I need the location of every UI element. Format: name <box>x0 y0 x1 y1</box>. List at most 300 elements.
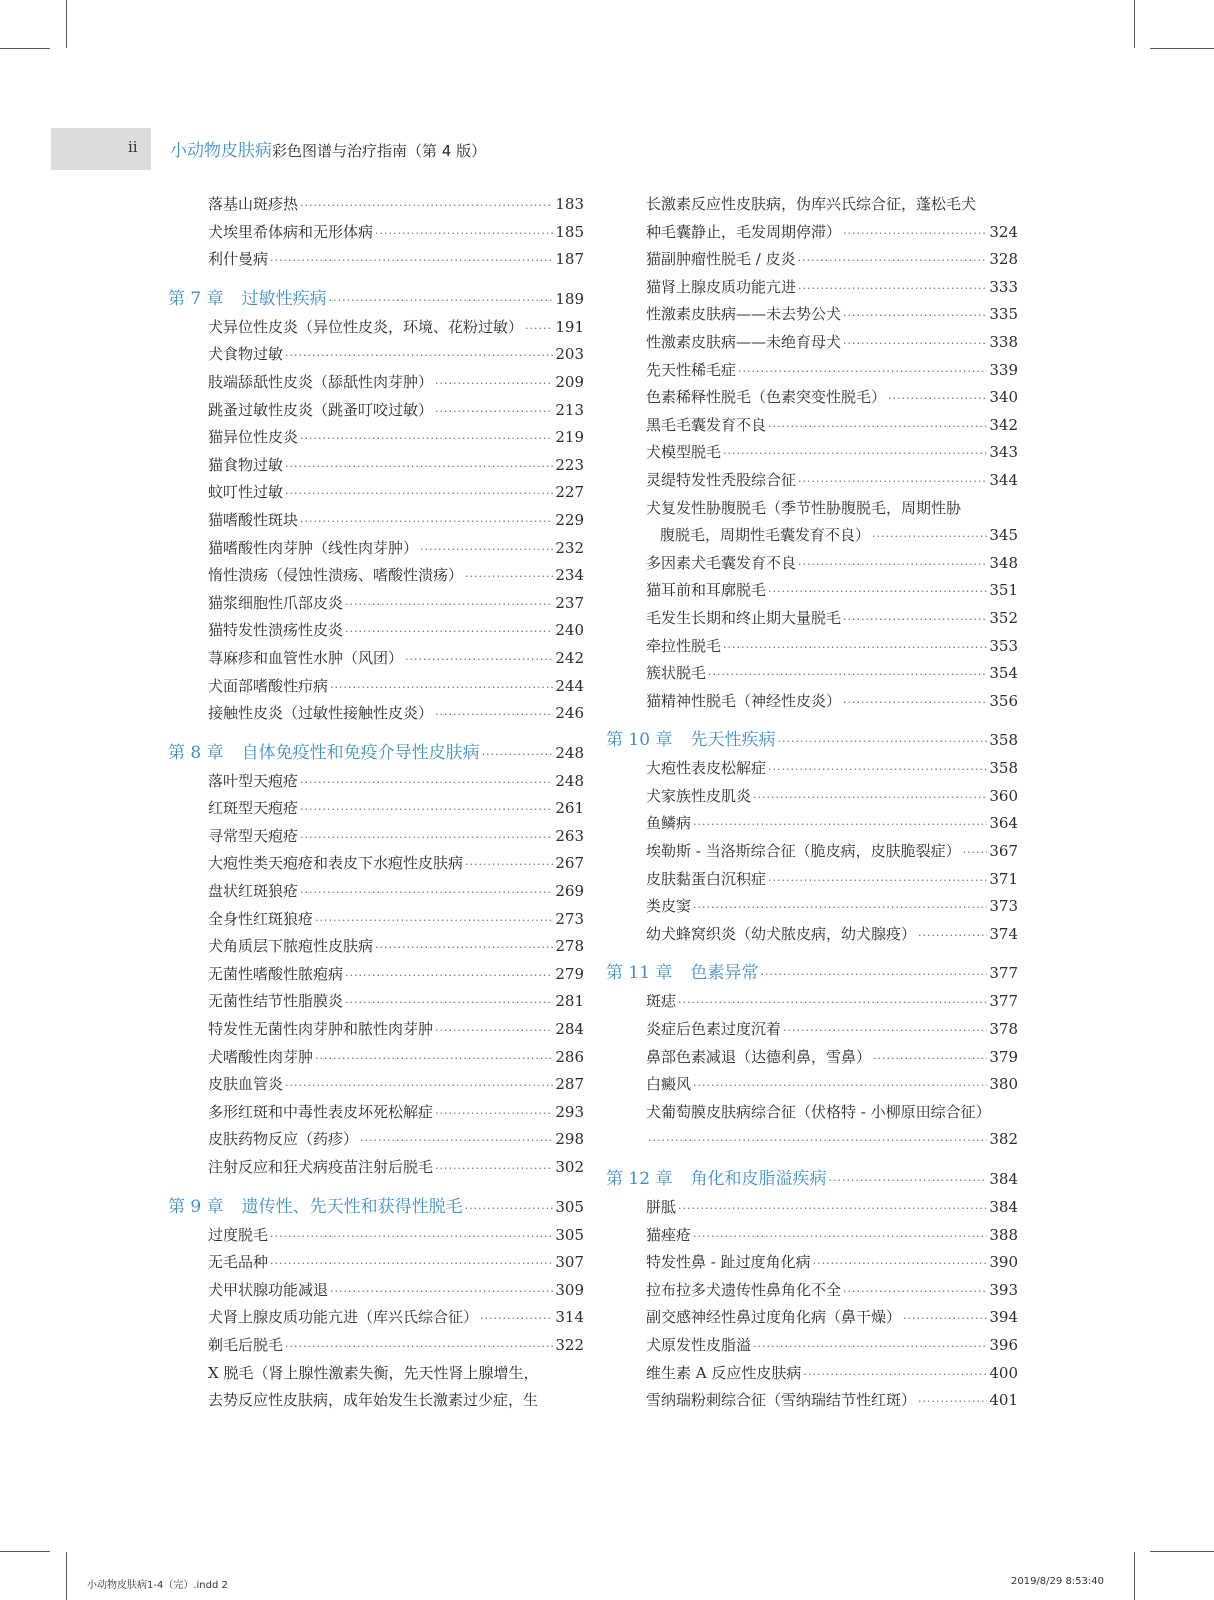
entry-title: 犬家族性皮肌炎 <box>646 786 752 805</box>
toc-entry <box>168 961 584 989</box>
footer-timestamp: 2019/8/29 8:53:40 <box>1010 1576 1104 1587</box>
toc-entry <box>606 1360 1018 1388</box>
dot-leader <box>465 563 553 591</box>
chapter-page: 189 <box>555 289 584 308</box>
dot-leader <box>753 784 987 812</box>
entry-page: 269 <box>555 882 584 901</box>
dot-leader <box>798 468 987 496</box>
chapter-page: 248 <box>555 743 584 762</box>
toc-entry <box>168 1277 584 1305</box>
dot-leader <box>843 220 987 248</box>
toc-entry <box>606 988 1018 1016</box>
toc-entry <box>606 577 1018 605</box>
chapter-page: 384 <box>989 1170 1018 1188</box>
toc-entry-line <box>606 1099 1018 1127</box>
entry-title: 犬食物过敏 <box>208 345 284 364</box>
toc-entry <box>606 866 1018 894</box>
entry-title: 性激素皮肤病——未去势公犬 <box>646 305 842 324</box>
chapter-number: 第 12 章 <box>606 1169 673 1189</box>
toc-entry <box>168 1044 584 1072</box>
entry-title: 胼胝 <box>646 1198 677 1216</box>
entry-title: 过度脱毛 <box>208 1225 269 1244</box>
entry-page: 360 <box>989 786 1018 805</box>
chapter-number: 第 11 章 <box>606 963 673 984</box>
entry-title: 毛发生长期和终止期大量脱毛 <box>646 608 842 627</box>
entry-page: 394 <box>989 1308 1018 1327</box>
entry-title: 牵拉性脱毛 <box>646 636 722 655</box>
page-number: ii <box>128 138 138 156</box>
entry-title: 猫食物过敏 <box>208 455 284 474</box>
entry-title: 红斑型天疱疮 <box>208 799 299 818</box>
toc-entry <box>606 1222 1018 1250</box>
toc-entry <box>606 274 1018 302</box>
entry-title: 皮肤黏蛋白沉积症 <box>646 869 767 888</box>
dot-leader <box>693 811 987 839</box>
toc-entry <box>606 660 1018 688</box>
entry-title: 埃勒斯 - 当洛斯综合征（脆皮病，皮肤脆裂症） <box>646 842 961 861</box>
toc-entry <box>606 688 1018 716</box>
entry-title: 雪纳瑞粉刺综合征（雪纳瑞结节性红斑） <box>646 1391 917 1410</box>
toc-entry <box>168 1126 584 1154</box>
entry-page: 183 <box>555 195 584 213</box>
crop-mark <box>66 1552 67 1600</box>
chapter-page: 358 <box>989 731 1018 750</box>
entry-title: 猫浆细胞性爪部皮炎 <box>208 593 344 612</box>
toc-entry <box>606 755 1018 783</box>
dot-leader <box>435 1155 553 1183</box>
entry-title: 皮肤血管炎 <box>208 1075 284 1094</box>
entry-page: 345 <box>989 526 1018 545</box>
dot-leader <box>693 894 987 922</box>
entry-page: 393 <box>989 1280 1018 1299</box>
entry-page: 261 <box>555 799 584 818</box>
entry-title: 簇状脱毛 <box>646 664 707 683</box>
entry-title: 寻常型天疱疮 <box>208 826 299 845</box>
toc-entry <box>168 673 584 701</box>
footer-file-name: 小动物皮肤病1-4（完）.indd 2 <box>87 1580 228 1591</box>
toc-entry <box>606 550 1018 578</box>
entry-page: 278 <box>555 937 584 956</box>
entry-title: 猫痤疮 <box>646 1225 692 1244</box>
entry-title: 无菌性结节性脂膜炎 <box>208 992 344 1011</box>
entry-title: 犬肾上腺皮质功能亢进（库兴氏综合征） <box>208 1308 479 1327</box>
toc-entry-line <box>606 495 1018 523</box>
chapter-title: 角化和皮脂溢疾病 <box>690 1169 827 1189</box>
entry-title: 剃毛后脱毛 <box>208 1335 284 1354</box>
toc-entry <box>606 1071 1018 1099</box>
entry-page: 246 <box>555 704 584 723</box>
entry-page: 213 <box>555 400 584 419</box>
dot-leader <box>345 591 553 619</box>
toc-entry <box>606 412 1018 440</box>
dot-leader <box>435 398 553 426</box>
toc-entry <box>606 1277 1018 1305</box>
toc-entry <box>168 906 584 934</box>
dot-leader <box>345 989 553 1017</box>
entry-title: 鱼鳞病 <box>646 814 692 833</box>
chapter-page: 305 <box>555 1197 584 1216</box>
entry-title: 猫精神性脱毛（神经性皮炎） <box>646 691 842 710</box>
toc-entry <box>606 467 1018 495</box>
entry-title: 犬葡萄膜皮肤病综合征（伏格特 - 小柳原田综合征） <box>646 1102 991 1121</box>
dot-leader <box>375 220 553 248</box>
dot-leader <box>760 960 987 990</box>
entry-title: 长激素反应性皮肤病，伪库兴氏综合征，蓬松毛犬 <box>646 195 977 213</box>
entry-title: 犬嗜酸性肉芽肿 <box>208 1047 314 1066</box>
dot-leader <box>828 1166 987 1196</box>
toc-entry <box>168 369 584 397</box>
toc-entry <box>168 988 584 1016</box>
entry-page: 219 <box>555 428 584 447</box>
dot-leader <box>300 824 553 852</box>
toc-entry <box>606 810 1018 838</box>
toc-entry <box>168 1099 584 1127</box>
entry-page: 338 <box>989 332 1018 351</box>
entry-page: 187 <box>555 250 584 269</box>
dot-leader <box>482 740 554 770</box>
entry-page: 354 <box>989 664 1018 683</box>
entry-title: X 脱毛（肾上腺性激素失衡，先天性肾上腺增生， <box>208 1363 539 1382</box>
chapter-number: 第 9 章 <box>168 1196 224 1217</box>
toc-entry <box>606 1194 1018 1222</box>
toc-entry <box>168 191 584 219</box>
entry-title: 种毛囊静止，毛发周期停滞） <box>646 222 842 241</box>
toc-entry <box>606 301 1018 329</box>
entry-page: 400 <box>989 1363 1018 1382</box>
toc-entry <box>606 1387 1018 1415</box>
dot-leader <box>873 1045 987 1073</box>
dot-leader <box>525 315 553 343</box>
entry-page: 342 <box>989 415 1018 434</box>
entry-page: 286 <box>555 1047 584 1066</box>
dot-leader <box>723 634 987 662</box>
dot-leader <box>435 1100 553 1128</box>
toc-entry <box>606 1249 1018 1277</box>
dot-leader <box>678 989 987 1017</box>
entry-page: 348 <box>989 553 1018 572</box>
entry-title: 盘状红斑狼疮 <box>208 882 299 901</box>
toc-entry <box>168 768 584 796</box>
toc-entry <box>168 700 584 728</box>
entry-title: 拉布拉多犬遗传性鼻角化不全 <box>646 1280 842 1299</box>
entry-page: 388 <box>989 1225 1018 1244</box>
entry-page: 324 <box>989 222 1018 241</box>
dot-leader <box>768 578 987 606</box>
book-title-main: 小动物皮肤病 <box>170 141 272 161</box>
entry-title: 荨麻疹和血管性水肿（风团） <box>208 648 404 667</box>
toc-chapter <box>606 725 1018 755</box>
entry-title: 犬复发性胁腹脱毛（季节性胁腹脱毛，周期性胁 <box>646 498 962 517</box>
toc-entry <box>606 357 1018 385</box>
toc-chapter <box>606 958 1018 988</box>
dot-leader <box>285 480 553 508</box>
toc-entry <box>168 219 584 247</box>
dot-leader <box>843 330 987 358</box>
dot-leader <box>285 1333 553 1361</box>
entry-page: 234 <box>555 566 584 585</box>
entry-page: 298 <box>555 1130 584 1149</box>
toc-entry <box>606 1044 1018 1072</box>
toc-chapter <box>168 738 584 768</box>
crop-mark <box>0 48 50 49</box>
entry-page: 229 <box>555 510 584 529</box>
entry-page: 240 <box>555 621 584 640</box>
toc-entry <box>606 1304 1018 1332</box>
entry-page: 364 <box>989 814 1018 833</box>
toc-entry <box>606 783 1018 811</box>
dot-leader <box>435 370 553 398</box>
dot-leader <box>843 1278 987 1306</box>
entry-title: 猫嗜酸性斑块 <box>208 510 299 529</box>
toc-entry <box>168 1222 584 1250</box>
entry-page: 307 <box>555 1253 584 1272</box>
toc-entry <box>606 838 1018 866</box>
dot-leader <box>300 879 553 907</box>
entry-title: 利什曼病 <box>208 250 269 269</box>
toc-entry <box>168 507 584 535</box>
entry-title: 皮肤药物反应（药疹） <box>208 1130 359 1149</box>
entry-page: 380 <box>989 1075 1018 1094</box>
toc-entry <box>168 1071 584 1099</box>
entry-page: 377 <box>989 992 1018 1011</box>
entry-page: 344 <box>989 470 1018 489</box>
entry-page: 322 <box>555 1335 584 1354</box>
toc-entry <box>168 424 584 452</box>
toc-entry <box>168 617 584 645</box>
dot-leader <box>693 1223 987 1251</box>
entry-page: 267 <box>555 854 584 873</box>
dot-leader <box>843 302 987 330</box>
crop-mark <box>1150 48 1214 49</box>
entry-page: 248 <box>555 771 584 790</box>
dot-leader <box>315 907 553 935</box>
entry-page: 374 <box>989 924 1018 943</box>
book-title-sub: 彩色图谱与治疗指南（第 4 版） <box>272 142 487 160</box>
entry-title: 猫特发性溃疡性皮炎 <box>208 621 344 640</box>
dot-leader <box>813 1250 988 1278</box>
toc-entry <box>606 921 1018 949</box>
toc-right-column <box>606 191 1018 1415</box>
dot-leader <box>798 247 988 275</box>
entry-page: 382 <box>989 1130 1018 1149</box>
toc-entry <box>168 933 584 961</box>
entry-page: 279 <box>555 964 584 983</box>
dot-leader <box>708 661 987 689</box>
dot-leader <box>465 851 553 879</box>
entry-page: 232 <box>555 538 584 557</box>
chapter-title: 过敏性疾病 <box>241 288 327 309</box>
toc-chapter <box>168 284 584 314</box>
entry-title: 犬角质层下脓疱性皮肤病 <box>208 937 374 956</box>
toc-entry <box>606 246 1018 274</box>
toc-chapter <box>606 1164 1018 1194</box>
toc-entry <box>168 795 584 823</box>
entry-title: 落叶型天疱疮 <box>208 771 299 790</box>
toc-entry <box>606 439 1018 467</box>
dot-leader <box>768 756 987 784</box>
crop-mark <box>66 0 67 48</box>
dot-leader <box>738 358 987 386</box>
crop-mark <box>0 1551 50 1552</box>
toc-chapter <box>168 1192 584 1222</box>
entry-page: 237 <box>555 593 584 612</box>
entry-title: 幼犬蜂窝织炎（幼犬脓皮病，幼犬腺疫） <box>646 924 917 943</box>
toc-entry <box>168 590 584 618</box>
dot-leader <box>345 962 553 990</box>
dot-leader <box>723 440 987 468</box>
entry-title: 猫副肿瘤性脱毛 / 皮炎 <box>646 250 796 269</box>
dot-leader <box>435 701 553 729</box>
entry-page: 281 <box>555 992 584 1011</box>
entry-page: 191 <box>555 317 584 336</box>
entry-page: 358 <box>989 759 1018 778</box>
entry-page: 328 <box>989 250 1018 269</box>
entry-page: 185 <box>555 222 584 241</box>
entry-page: 273 <box>555 909 584 928</box>
entry-title: 性激素皮肤病——未绝育母犬 <box>646 332 842 351</box>
entry-page: 351 <box>989 581 1018 600</box>
entry-title: 鼻部色素减退（达德利鼻，雪鼻） <box>646 1047 872 1066</box>
entry-title: 猫嗜酸性肉芽肿（线性肉芽肿） <box>208 538 419 557</box>
entry-title: 腹脱毛，周期性毛囊发育不良） <box>660 526 871 545</box>
entry-page: 356 <box>989 691 1018 710</box>
entry-title: 无毛品种 <box>208 1253 269 1272</box>
dot-leader <box>405 646 553 674</box>
entry-title: 多因素犬毛囊发育不良 <box>646 553 797 572</box>
dot-leader <box>300 769 553 797</box>
dot-leader <box>918 1388 987 1416</box>
entry-title: 猫耳前和耳廓脱毛 <box>646 581 767 600</box>
entry-title: 灵缇特发性秃股综合征 <box>646 470 797 489</box>
entry-title: 斑痣 <box>646 992 677 1011</box>
dot-leader <box>285 342 553 370</box>
toc-entry <box>168 1304 584 1332</box>
entry-page: 314 <box>555 1308 584 1327</box>
toc-entry <box>168 1016 584 1044</box>
entry-title: 注射反应和狂犬病疫苗注射后脱毛 <box>208 1158 434 1176</box>
entry-page: 378 <box>989 1020 1018 1039</box>
dot-leader <box>285 453 553 481</box>
entry-page: 339 <box>989 360 1018 379</box>
entry-title: 多形红斑和中毒性表皮坏死松解症 <box>208 1102 434 1121</box>
entry-page: 384 <box>989 1198 1018 1216</box>
entry-page: 335 <box>989 305 1018 324</box>
entry-page: 353 <box>989 636 1018 655</box>
dot-leader <box>768 867 987 895</box>
toc-entry-line <box>606 191 1018 219</box>
dot-leader <box>480 1305 553 1333</box>
entry-title: 副交感神经性鼻过度角化病（鼻干燥） <box>646 1308 902 1327</box>
dot-leader <box>300 425 553 453</box>
entry-title: 肢端舔舐性皮炎（舔舐性肉芽肿） <box>208 372 434 391</box>
toc-entry-line <box>168 1387 584 1415</box>
toc-entry <box>168 1332 584 1360</box>
entry-title: 落基山斑疹热 <box>208 195 299 213</box>
entry-page: 379 <box>989 1047 1018 1066</box>
dot-leader <box>435 1017 553 1045</box>
book-title <box>170 136 486 161</box>
entry-title: 猫肾上腺皮质功能亢进 <box>646 277 797 296</box>
toc-entry <box>606 1332 1018 1360</box>
dot-leader <box>963 839 988 867</box>
entry-title: 犬原发性皮脂溢 <box>646 1335 752 1354</box>
dot-leader <box>903 1305 987 1333</box>
entry-title: 黑毛毛囊发育不良 <box>646 415 767 434</box>
dot-leader <box>375 934 553 962</box>
dot-leader <box>330 1278 553 1306</box>
dot-leader <box>777 727 987 757</box>
entry-page: 287 <box>555 1075 584 1094</box>
toc-entry <box>168 1249 584 1277</box>
entry-page: 390 <box>989 1253 1018 1272</box>
entry-page: 352 <box>989 608 1018 627</box>
dot-leader <box>872 523 987 551</box>
entry-page: 284 <box>555 1020 584 1039</box>
entry-title: 大疱性类天疱疮和表皮下水疱性皮肤病 <box>208 854 464 873</box>
entry-title: 犬埃里希体病和无形体病 <box>208 222 374 241</box>
toc-entry <box>606 605 1018 633</box>
crop-mark <box>1134 0 1135 48</box>
toc-entry <box>606 893 1018 921</box>
toc-entry <box>606 1016 1018 1044</box>
chapter-number: 第 8 章 <box>168 742 224 763</box>
entry-page: 223 <box>555 455 584 474</box>
dot-leader <box>783 1017 987 1045</box>
toc-entry <box>606 219 1018 247</box>
entry-page: 367 <box>989 842 1018 861</box>
entry-page: 333 <box>989 277 1018 296</box>
dot-leader <box>300 796 553 824</box>
entry-page: 305 <box>555 1225 584 1244</box>
toc-entry <box>168 479 584 507</box>
toc-left-column <box>168 191 584 1415</box>
toc-entry <box>168 246 584 274</box>
dot-leader <box>888 385 987 413</box>
entry-page: 263 <box>555 826 584 845</box>
dot-leader <box>420 536 553 564</box>
dot-leader <box>329 286 554 316</box>
dot-leader <box>768 413 987 441</box>
entry-page: 371 <box>989 869 1018 888</box>
dot-leader <box>918 922 987 950</box>
toc-entry <box>606 1126 1018 1154</box>
entry-title: 炎症后色素过度沉着 <box>646 1020 782 1039</box>
entry-title: 犬模型脱毛 <box>646 443 722 462</box>
crop-mark <box>1134 1552 1135 1600</box>
entry-page: 309 <box>555 1280 584 1299</box>
entry-title: 蚊叮性过敏 <box>208 483 284 502</box>
dot-leader <box>270 1250 553 1278</box>
crop-mark <box>1150 1551 1214 1552</box>
dot-leader <box>315 1045 553 1073</box>
entry-title: 特发性鼻 - 趾过度角化病 <box>646 1253 811 1272</box>
toc-entry <box>168 397 584 425</box>
entry-page: 293 <box>555 1102 584 1121</box>
entry-page: 396 <box>989 1335 1018 1354</box>
entry-page: 343 <box>989 443 1018 462</box>
entry-title: 大疱性表皮松解症 <box>646 759 767 778</box>
dot-leader <box>465 1194 554 1224</box>
entry-title: 跳蚤过敏性皮炎（跳蚤叮咬过敏） <box>208 400 434 419</box>
dot-leader <box>693 1072 987 1100</box>
entry-title: 维生素 A 反应性皮肤病 <box>646 1363 802 1382</box>
entry-title: 白癜风 <box>646 1075 692 1094</box>
chapter-title: 遗传性、先天性和获得性脱毛 <box>241 1196 463 1217</box>
toc-entry <box>606 633 1018 661</box>
entry-title: 去势反应性皮肤病，成年始发生长激素过少症，生 <box>208 1391 539 1410</box>
toc-entry-line <box>168 1360 584 1388</box>
dot-leader <box>803 1361 987 1389</box>
